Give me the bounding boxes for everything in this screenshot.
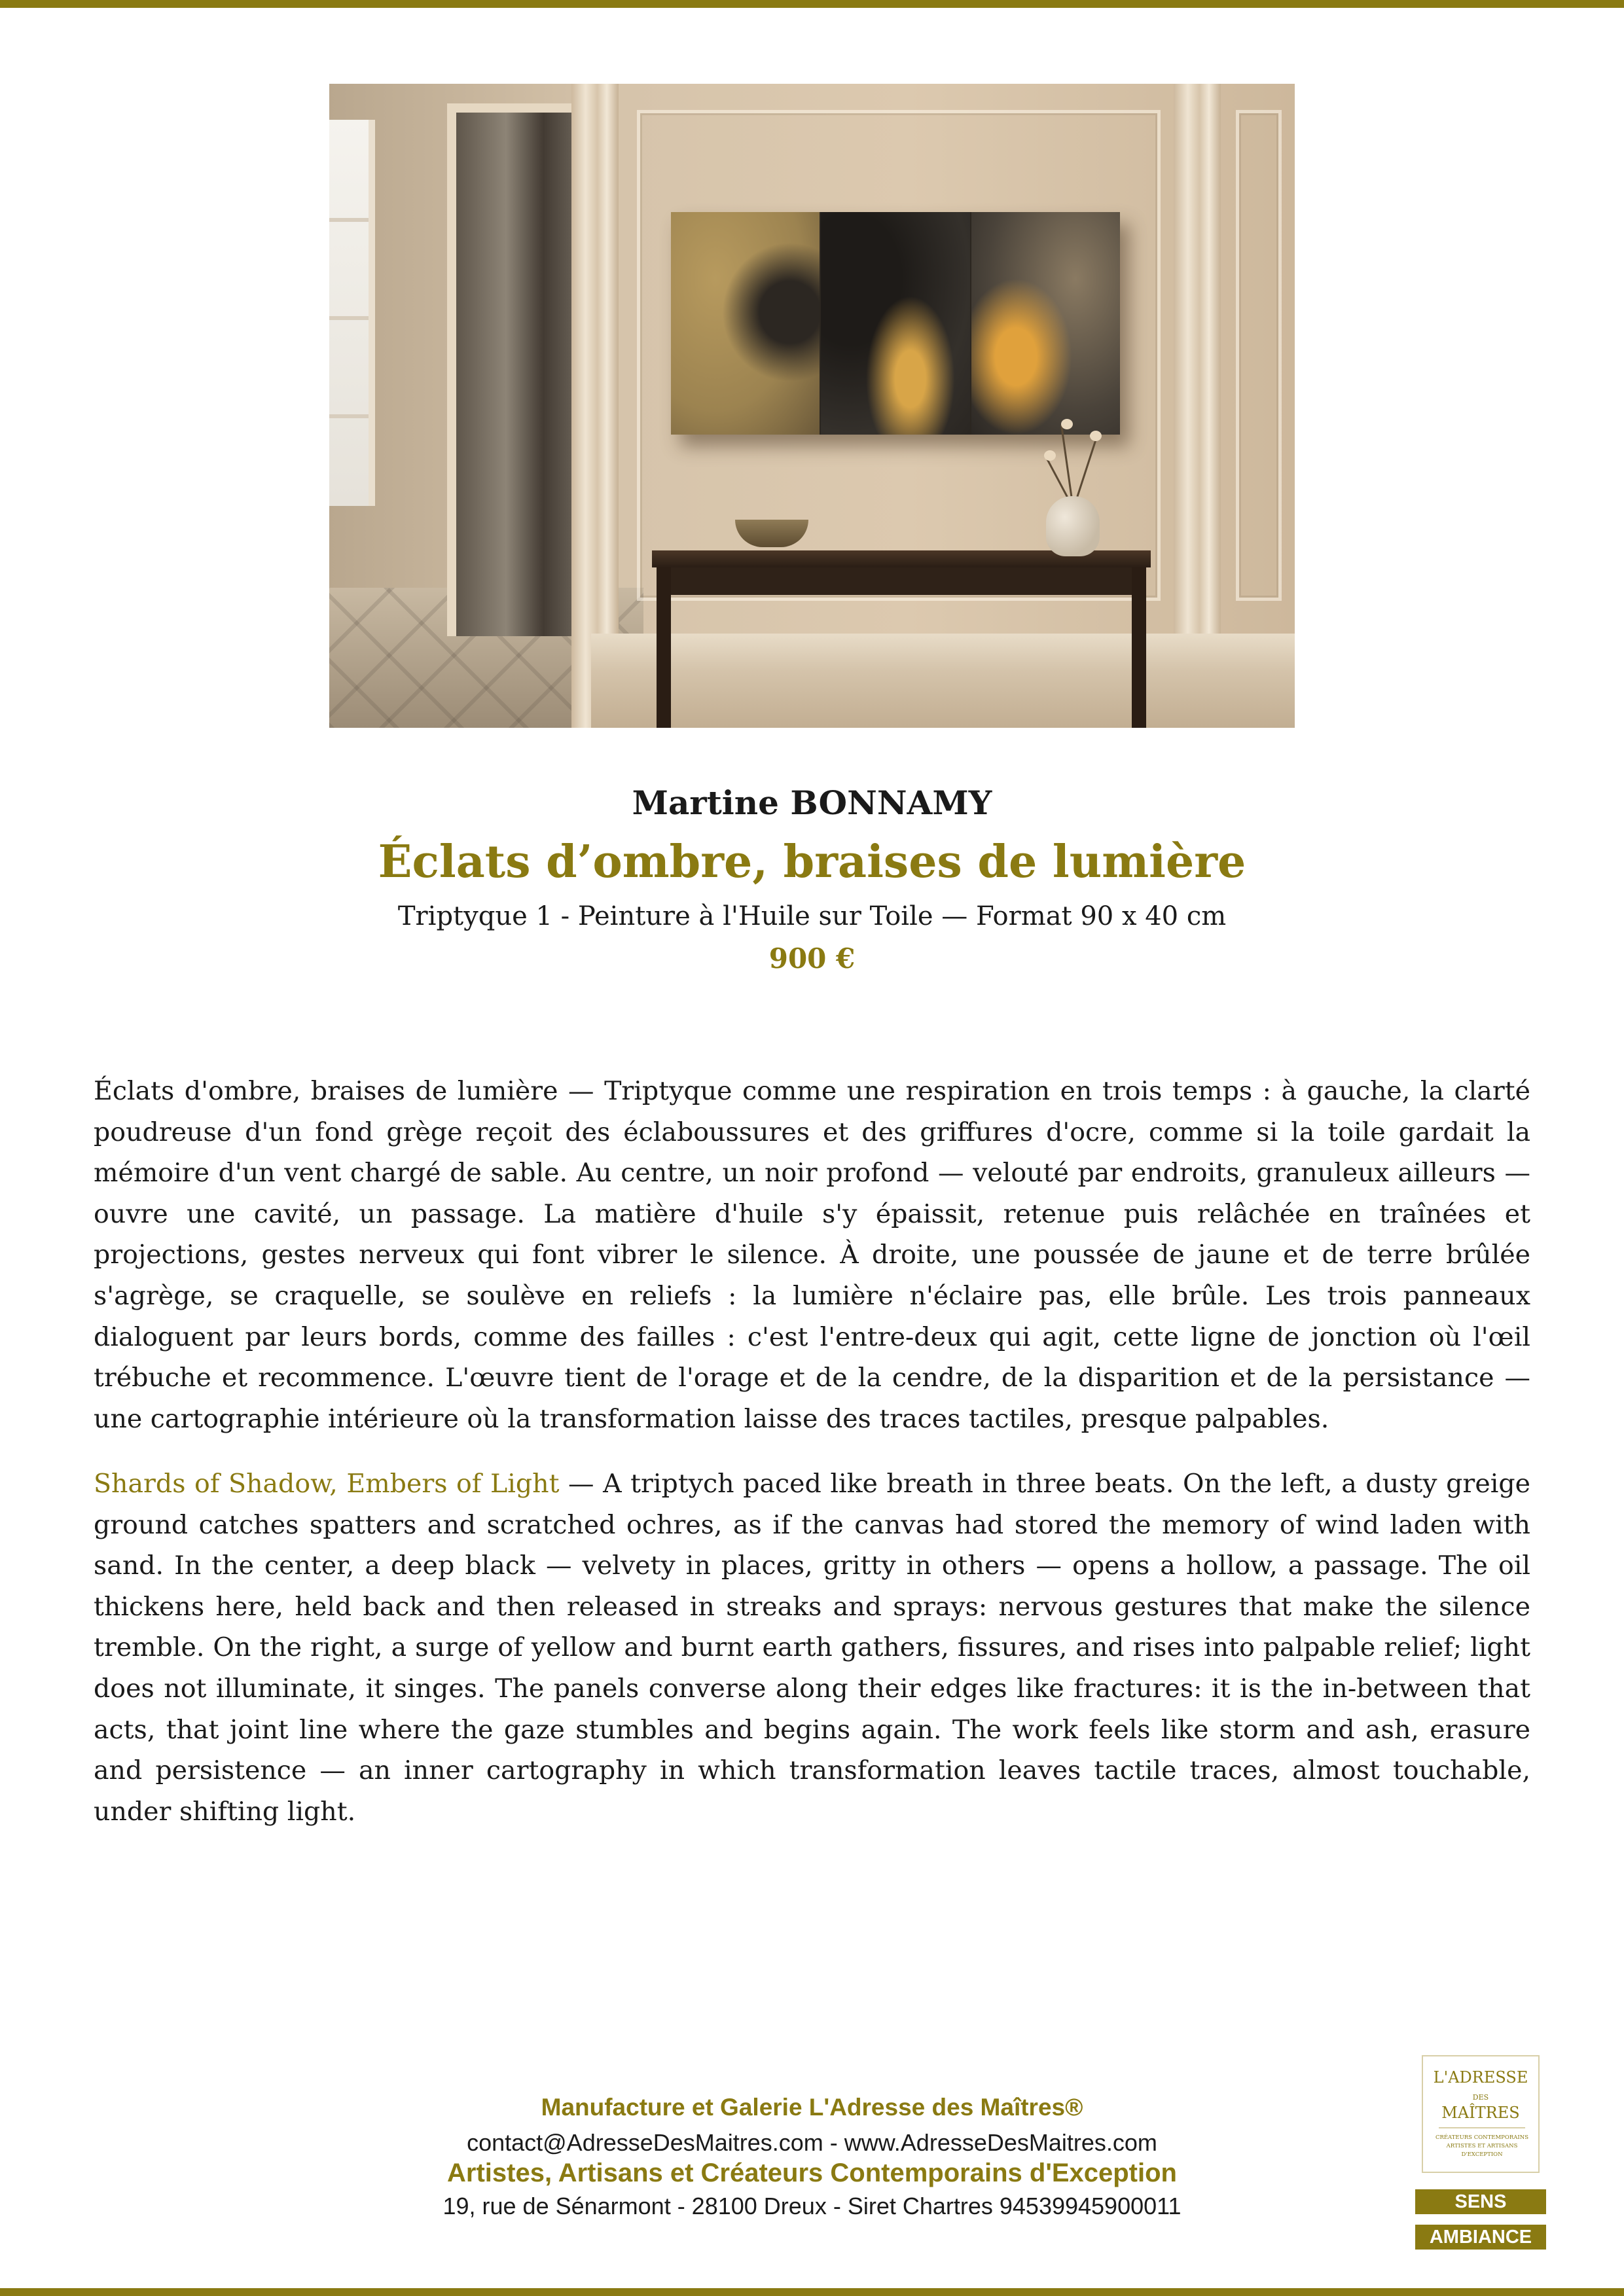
description-french: Éclats d'ombre, braises de lumière — Triptyque comme une respiration en trois temps : à gauche, la clarté poudreuse d'un fond grège reçoit des éclaboussures et des griffures d'ocre, comme si la toile gardait la mémoire d'un vent chargé de sable. Au centre, un noir profond — velouté par endroits, granuleux ailleurs — ouvre une cavité, un passage. La matière d'huile s'y épaissit, retenue puis relâchée en traînées et projections, gestes nerveux qui font vibrer le silence. À droite, une poussée de jaune et de terre brûlée s'agrège, se craquelle, se soulève en reliefs : la lumière n'éclaire pas, elle brûle. Les trois panneaux dialoguent par leurs bords, comme des failles : c'est l'entre-deux qui agit, cette ligne de jonction où l'œil trébuche et recommence. L'œuvre tient de l'orage et de la cendre, de la disparition et de la persistance — une cartographie intérieure où la transformation laisse des traces tactiles, presque palpables. <box>94 1076 1530 1434</box>
bottom-accent-bar <box>0 2288 1624 2296</box>
footer-contact: contact@AdresseDesMaitres.com - www.AdresseDesMaitres.com <box>467 2129 1157 2156</box>
top-accent-bar <box>0 0 1624 8</box>
description-english-title: Shards of Shadow, Embers of Light <box>94 1469 560 1499</box>
artwork-title: Éclats d’ombre, braises de lumière <box>378 836 1246 888</box>
artwork-photo <box>329 84 1295 728</box>
tag-sens: SENS <box>1415 2189 1546 2214</box>
photo-pilaster-left <box>571 84 619 728</box>
photo-vase <box>1046 496 1100 556</box>
triptych-painting <box>671 212 1120 435</box>
description-english <box>94 1463 1530 1832</box>
photo-mirror-door <box>447 103 590 636</box>
artist-name: Martine BONNAMY <box>632 783 992 822</box>
description-english-body: — A triptych paced like breath in three beats. On the left, a dusty greige ground catches spatters and scratched ochres, as if the canvas had stored the memory of wind laden with sand. In the center, a deep black — velvety in places, gritty in others — opens a hollow, a passage. The oil thickens here, held back and then released in streaks and sprays: nervous gestures that make the silence tremble. On the right, a surge of yellow and burnt earth gathers, fissures, and rises into palpable relief; light does not illuminate, it singes. The panels converse along their edges like fractures: it is the in-between that acts, that joint line where the gaze stumbles and begins again. The work feels like storm and ash, erasure and persistence — an inner cartography in which transformation leaves tactile traces, almost touchable, under shifting light. <box>94 1469 1530 1827</box>
footer-tagline: Artistes, Artisans et Créateurs Contemporains d'Exception <box>447 2159 1177 2187</box>
tag-ambiance: AMBIANCE <box>1415 2225 1546 2250</box>
triptych-panel-right <box>971 212 1120 435</box>
triptych-panel-left <box>671 212 821 435</box>
artwork-subtitle: Triptyque 1 - Peinture à l'Huile sur Toile — Format 90 x 40 cm <box>397 901 1227 931</box>
triptych-panel-center <box>821 212 971 435</box>
photo-pilaster-right <box>1174 84 1221 728</box>
footer-gallery-name: Manufacture et Galerie L'Adresse des Maîtres® <box>541 2094 1083 2121</box>
photo-window <box>329 120 375 506</box>
artwork-price: 900 € <box>768 942 856 975</box>
footer-address: 19, rue de Sénarmont - 28100 Dreux - Siret Chartres 94539945900011 <box>442 2193 1182 2219</box>
gallery-logo: L'ADRESSE DES MAÎTRES CRÉATEURS CONTEMPORAINS ARTISTES ET ARTISANS D'EXCEPTION <box>1422 2055 1540 2173</box>
photo-baseboard <box>591 634 1295 728</box>
